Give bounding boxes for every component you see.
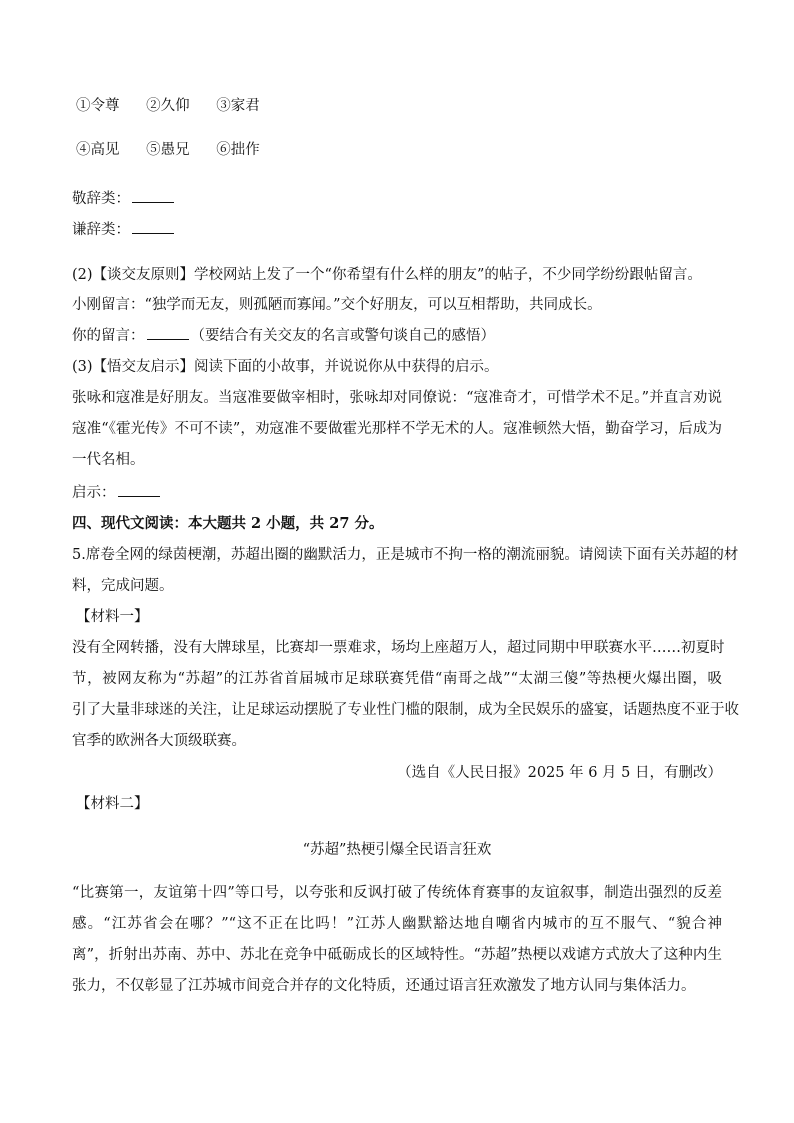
options-row-1 [76,96,726,116]
material-1-line-1: 没有全网转播，没有大牌球星，比赛却一票难求，场均上座超万人，超过同期中甲联赛水平……初夏时 [72,640,725,656]
options-row-2 [76,140,726,160]
section-4-heading: 四、现代文阅读：本大题共 2 小题，共 27 分。 [72,515,384,532]
q3-story-line-1: 张咏和寇准是好朋友。当寇准要做宰相时，张咏却对同僚说：“寇准奇才，可惜学术不足。”并直言劝说 [72,390,722,406]
humble-label: 谦辞类： [72,222,130,238]
material-2-line-3: 离”，折射出苏南、苏中、苏北在竞争中砥砺成长的区域特性。“苏超”热梗以戏谑方式放大了这种内生 [72,947,722,963]
q5-line-2: 料，完成问题。 [72,578,174,594]
q2-hint: （要结合有关交友的名言或警句谈自己的感悟） [190,328,495,344]
q5-line-1: 5.席卷全网的绿茵梗潮，苏超出圈的幽默活力，正是城市不拘一格的潮流丽貌。请阅读下面有关苏超的材 [72,547,739,563]
material-2-line-2: 感。“江苏省会在哪？”“这不正在比吗！”江苏人幽默豁达地自嘲省内城市的互不服气、“貌合神 [72,916,722,932]
humble-answer-blank[interactable] [132,220,174,234]
q3-answer-blank[interactable] [118,483,160,497]
q2-answer-blank[interactable] [147,326,189,340]
honorific-label: 敬辞类： [72,191,130,207]
q2-your-message-label: 你的留言： [72,328,145,344]
q3-story-line-3: 一代名相。 [72,452,145,468]
material-1-line-2: 节，被网友称为“苏超”的江苏省首届城市足球联赛凭借“南哥之战”“太湖三傻”等热梗火爆出圈，吸 [72,671,722,687]
material-1-source: （选自《人民日报》2025 年 6 月 5 日，有删改） [397,765,722,781]
option-5: ⑤愚兄 [146,142,190,158]
q2-your-message [72,326,722,346]
honorific-answer-blank[interactable] [132,189,174,203]
material-1-line-3: 引了大量非球迷的关注，让足球运动摆脱了专业性门槛的限制，成为全民娱乐的盛宴，话题热度不亚于收 [72,702,739,718]
q2-xiaogang-message: 小刚留言：“独学而无友，则孤陋而寡闻。”交个好朋友，可以互相帮助，共同成长。 [72,297,602,313]
material-2-line-4: 张力，不仅彰显了江苏城市间竞合并存的文化特质，还通过语言狂欢激发了地方认同与集体活力。 [72,978,696,994]
material-1-line-4: 官季的欧洲各大顶级联赛。 [72,733,246,749]
q3-answer-line [72,483,722,503]
option-2: ②久仰 [146,98,190,114]
option-1: ①令尊 [76,98,120,114]
q3-story-line-2: 寇准“《霍光传》不可不读”，劝寇准不要做霍光那样不学无术的人。寇准顿然大悟，勤奋学习，后成为 [72,421,722,437]
material-1-label: 【材料一】 [76,609,149,625]
option-4: ④高见 [76,142,120,158]
material-2-label: 【材料二】 [76,796,149,812]
q3-title: (3)【悟交友启示】阅读下面的小故事，并说说你从中获得的启示。 [72,359,499,375]
honorific-line [72,189,722,209]
material-2-line-1: “比赛第一，友谊第十四”等口号，以夸张和反讽打破了传统体育赛事的友谊叙事，制造出强烈的反差 [72,885,722,901]
q2-title: (2)【谈交友原则】学校网站上发了一个“你希望有什么样的朋友”的帖子，不少同学纷纷跟帖留言。 [72,267,702,283]
option-6: ⑥拙作 [216,142,260,158]
q3-answer-label: 启示： [72,485,116,501]
humble-line [72,220,722,240]
material-2-title: “苏超”热梗引爆全民语言狂欢 [302,842,492,858]
option-3: ③家君 [216,98,260,114]
